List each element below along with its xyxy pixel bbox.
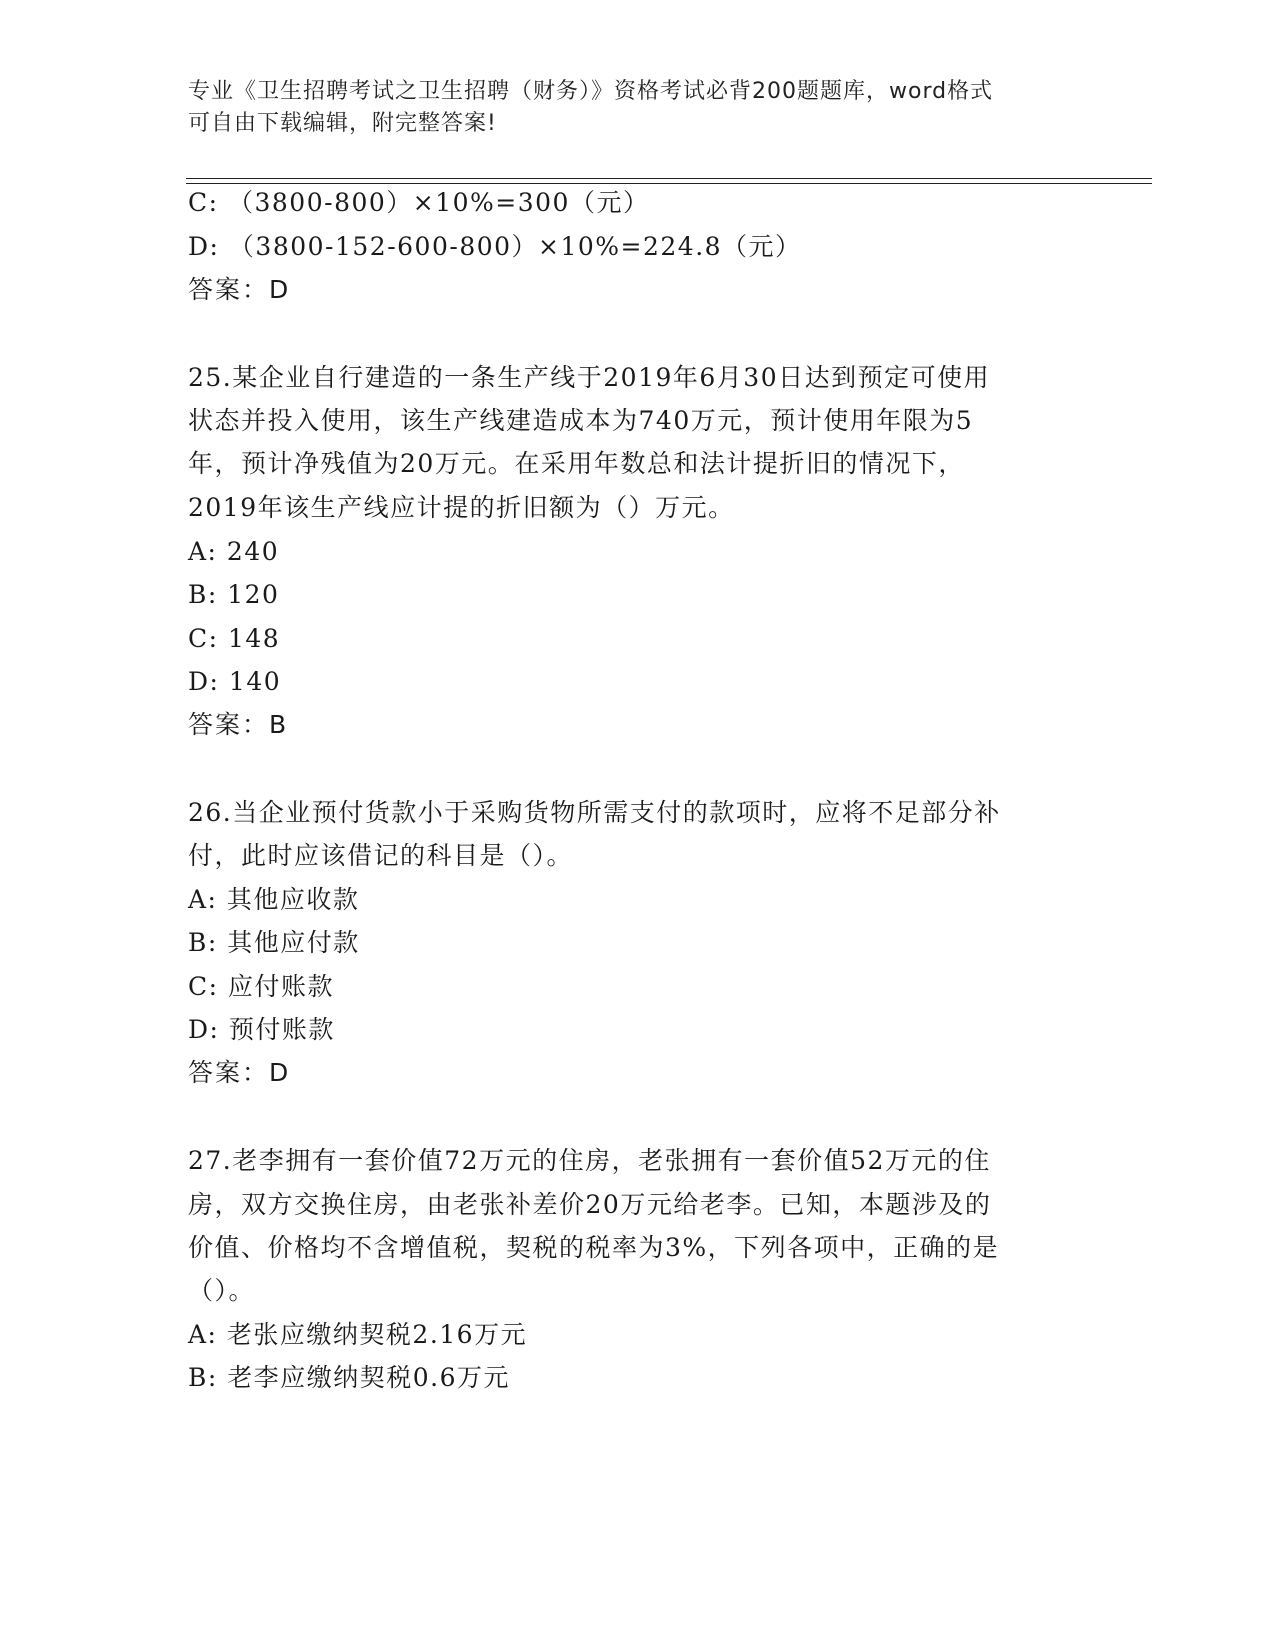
q25-option-b: B: 120 <box>188 580 280 609</box>
q25-option-c: C: 148 <box>188 624 281 653</box>
q26-option-a: A: 其他应收款 <box>188 885 360 914</box>
q27-option-a: A: 老张应缴纳契税2.16万元 <box>188 1320 528 1349</box>
q27-stem-line-2: 房，双方交换住房，由老张补差价20万元给老李。已知，本题涉及的 <box>188 1190 992 1219</box>
header-title-line-2: 可自由下载编辑，附完整答案! <box>188 111 497 136</box>
q25-stem-line-1: 25.某企业自行建造的一条生产线于2019年6月30日达到预定可使用 <box>188 363 991 392</box>
q26-stem-line-2: 付，此时应该借记的科目是（）。 <box>188 841 574 870</box>
prev-option-d: D: （3800-152-600-800）×10%=224.8（元） <box>188 232 802 261</box>
header-divider <box>186 178 1152 184</box>
q27-stem-line-3: 价值、价格均不含增值税，契税的税率为3%，下列各项中，正确的是 <box>188 1233 1000 1262</box>
page-header <box>188 76 1088 140</box>
q25-stem-line-3: 年，预计净残值为20万元。在采用年数总和法计提折旧的情况下， <box>188 449 965 478</box>
q27-stem-line-1: 27.老李拥有一套价值72万元的住房，老张拥有一套价值52万元的住 <box>188 1146 991 1175</box>
q25-stem-line-2: 状态并投入使用，该生产线建造成本为740万元，预计使用年限为5 <box>188 406 974 435</box>
q25-option-d: D: 140 <box>188 667 282 696</box>
q26-option-d: D: 预付账款 <box>188 1015 335 1044</box>
prev-option-c: C: （3800-800）×10%=300（元） <box>188 188 650 217</box>
q26-answer: 答案：D <box>188 1058 291 1087</box>
prev-answer: 答案：D <box>188 275 291 304</box>
q26-stem-line-1: 26.当企业预付货款小于采购货物所需支付的款项时，应将不足部分补 <box>188 798 1001 827</box>
q27-stem-line-4: （）。 <box>188 1276 256 1305</box>
q26-option-c: C: 应付账款 <box>188 972 334 1001</box>
q26-option-b: B: 其他应付款 <box>188 928 360 957</box>
q25-option-a: A: 240 <box>188 537 280 566</box>
q25-answer: 答案：B <box>188 710 289 739</box>
q25-stem-line-4: 2019年该生产线应计提的折旧额为（）万元。 <box>188 493 735 522</box>
q27-option-b: B: 老李应缴纳契税0.6万元 <box>188 1363 511 1392</box>
header-title-line-1: 专业《卫生招聘考试之卫生招聘（财务）》资格考试必背200题题库，word格式 <box>188 79 994 104</box>
